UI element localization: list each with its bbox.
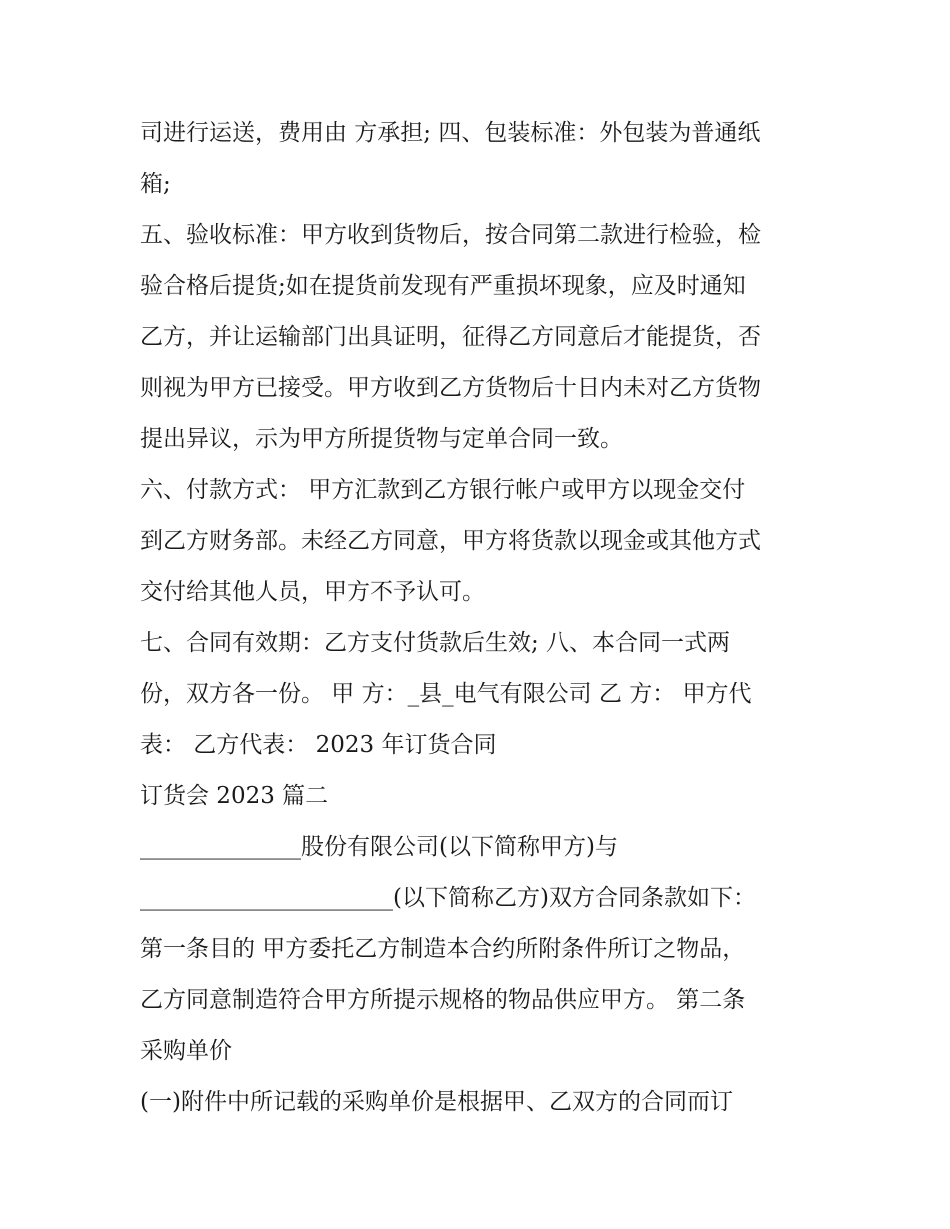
text-line: 到乙方财务部。未经乙方同意，甲方将货款以现金或其他方式 (140, 528, 761, 554)
text-line: (一)附件中所记载的采购单价是根据甲、乙双方的合同而订 (140, 1089, 733, 1115)
text-line: 提出异议，示为甲方所提货物与定单合同一致。 (140, 426, 623, 452)
text-line: 表： 乙方代表： 2023 年订货合同 (140, 732, 497, 758)
text-line: ______________________(以下简称乙方)双方合同条款如下： (140, 885, 756, 911)
text-line: ______________股份有限公司(以下简称甲方)与 (140, 834, 618, 860)
text-line: 乙方，并让运输部门出具证明，征得乙方同意后才能提货，否 (140, 324, 761, 350)
text-line: 七、合同有效期：乙方支付货款后生效; 八、本合同一式两 (140, 630, 731, 656)
section-heading: 订货会 2023 篇二 (140, 783, 329, 809)
text-line: 箱; (140, 171, 171, 197)
text-line: 六、付款方式： 甲方汇款到乙方银行帐户或甲方以现金交付 (140, 477, 746, 503)
document-body (140, 108, 820, 1128)
text-line: 份，双方各一份。 甲 方：_县_电气有限公司 乙 方： 甲方代 (140, 681, 752, 707)
text-line: 司进行运送，费用由 方承担; 四、包装标准：外包装为普通纸 (140, 120, 761, 146)
text-line: 第一条目的 甲方委托乙方制造本合约所附条件所订之物品， (140, 936, 746, 962)
text-line: 交付给其他人员，甲方不予认可。 (140, 579, 485, 605)
text-line: 则视为甲方已接受。甲方收到乙方货物后十日内未对乙方货物 (140, 375, 761, 401)
text-line: 采购单价 (140, 1038, 232, 1064)
text-line: 五、验收标准：甲方收到货物后，按合同第二款进行检验，检 (140, 222, 761, 248)
text-line: 验合格后提货;如在提货前发现有严重损坏现象，应及时通知 (140, 273, 746, 299)
text-line: 乙方同意制造符合甲方所提示规格的物品供应甲方。 第二条 (140, 987, 746, 1013)
